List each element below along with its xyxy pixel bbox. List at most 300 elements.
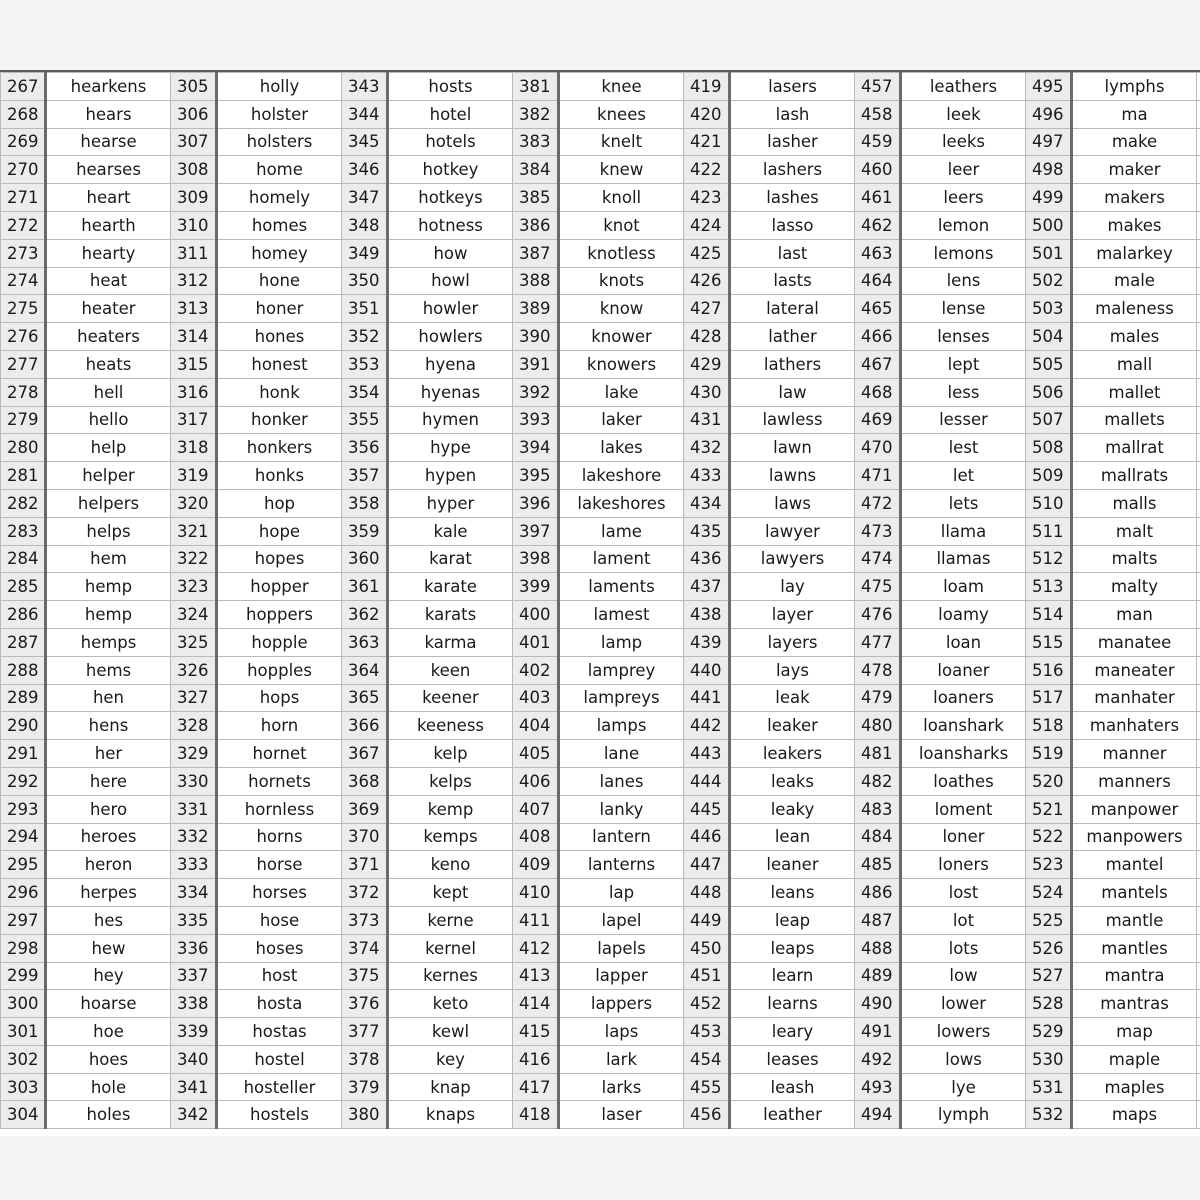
row-number-cell[interactable]: 480 (855, 712, 901, 740)
row-number-cell[interactable]: 485 (855, 851, 901, 879)
word-cell[interactable]: heater (46, 295, 171, 323)
row-number-cell[interactable]: 511 (1026, 517, 1072, 545)
row-number-cell[interactable]: 459 (855, 128, 901, 156)
row-number-cell[interactable]: 389 (513, 295, 559, 323)
row-number-cell[interactable]: 291 (1, 740, 46, 768)
word-cell[interactable]: maps (1072, 1101, 1197, 1129)
row-number-cell[interactable]: 458 (855, 100, 901, 128)
row-number-cell[interactable]: 314 (171, 323, 217, 351)
word-cell[interactable]: lantern (559, 823, 684, 851)
row-number-cell[interactable]: 342 (171, 1101, 217, 1129)
row-number-cell[interactable]: 315 (171, 350, 217, 378)
row-number-cell[interactable]: 269 (1, 128, 46, 156)
word-cell[interactable]: hemp (46, 573, 171, 601)
row-number-cell[interactable]: 420 (684, 100, 730, 128)
word-cell[interactable]: hosteller (217, 1073, 342, 1101)
word-cell[interactable]: mantle (1072, 906, 1197, 934)
word-cell[interactable]: lamp (559, 628, 684, 656)
word-cell[interactable]: host (217, 962, 342, 990)
word-cell[interactable]: hotkey (388, 156, 513, 184)
row-number-cell[interactable]: 350 (342, 267, 388, 295)
row-number-cell[interactable]: 386 (513, 211, 559, 239)
row-number-cell[interactable]: 293 (1, 795, 46, 823)
row-number-cell[interactable]: 320 (171, 489, 217, 517)
word-cell[interactable]: lens (901, 267, 1026, 295)
row-number-cell[interactable]: 369 (342, 795, 388, 823)
row-number-cell[interactable]: 366 (342, 712, 388, 740)
word-cell[interactable]: hosta (217, 990, 342, 1018)
word-cell[interactable]: males (1072, 323, 1197, 351)
word-cell[interactable]: layer (730, 601, 855, 629)
row-number-cell[interactable]: 277 (1, 350, 46, 378)
word-cell[interactable]: loment (901, 795, 1026, 823)
row-number-cell[interactable]: 502 (1026, 267, 1072, 295)
row-number-cell[interactable]: 313 (171, 295, 217, 323)
row-number-cell[interactable]: 446 (684, 823, 730, 851)
word-cell[interactable]: loam (901, 573, 1026, 601)
word-cell[interactable]: holsters (217, 128, 342, 156)
word-cell[interactable]: malts (1072, 545, 1197, 573)
word-cell[interactable]: lesser (901, 406, 1026, 434)
word-cell[interactable]: lanky (559, 795, 684, 823)
word-cell[interactable]: hero (46, 795, 171, 823)
word-cell[interactable]: heaters (46, 323, 171, 351)
row-number-cell[interactable]: 398 (513, 545, 559, 573)
word-cell[interactable]: man (1072, 601, 1197, 629)
word-cell[interactable]: karats (388, 601, 513, 629)
row-number-cell[interactable]: 354 (342, 378, 388, 406)
row-number-cell[interactable]: 397 (513, 517, 559, 545)
word-cell[interactable]: lamps (559, 712, 684, 740)
word-cell[interactable]: hones (217, 323, 342, 351)
word-cell[interactable]: lather (730, 323, 855, 351)
row-number-cell[interactable]: 521 (1026, 795, 1072, 823)
row-number-cell[interactable]: 374 (342, 934, 388, 962)
row-number-cell[interactable]: 475 (855, 573, 901, 601)
row-number-cell[interactable]: 471 (855, 462, 901, 490)
word-cell[interactable]: lower (901, 990, 1026, 1018)
row-number-cell[interactable]: 439 (684, 628, 730, 656)
row-number-cell[interactable]: 305 (171, 73, 217, 101)
row-number-cell[interactable]: 372 (342, 879, 388, 907)
row-number-cell[interactable]: 481 (855, 740, 901, 768)
row-number-cell[interactable]: 501 (1026, 239, 1072, 267)
word-cell[interactable]: hyenas (388, 378, 513, 406)
row-number-cell[interactable]: 330 (171, 767, 217, 795)
word-cell[interactable]: maples (1072, 1073, 1197, 1101)
row-number-cell[interactable]: 340 (171, 1045, 217, 1073)
word-cell[interactable]: knew (559, 156, 684, 184)
row-number-cell[interactable]: 274 (1, 267, 46, 295)
row-number-cell[interactable]: 407 (513, 795, 559, 823)
word-cell[interactable]: llama (901, 517, 1026, 545)
row-number-cell[interactable]: 345 (342, 128, 388, 156)
word-cell[interactable]: leary (730, 1018, 855, 1046)
word-cell[interactable]: hotness (388, 211, 513, 239)
word-cell[interactable]: homely (217, 184, 342, 212)
row-number-cell[interactable]: 529 (1026, 1018, 1072, 1046)
word-cell[interactable]: lowers (901, 1018, 1026, 1046)
word-cell[interactable]: hearth (46, 211, 171, 239)
row-number-cell[interactable]: 284 (1, 545, 46, 573)
word-cell[interactable]: laps (559, 1018, 684, 1046)
row-number-cell[interactable]: 468 (855, 378, 901, 406)
word-cell[interactable]: hes (46, 906, 171, 934)
word-cell[interactable]: lakeshores (559, 489, 684, 517)
word-cell[interactable]: maker (1072, 156, 1197, 184)
word-cell[interactable]: lays (730, 656, 855, 684)
row-number-cell[interactable]: 346 (342, 156, 388, 184)
word-cell[interactable]: leeks (901, 128, 1026, 156)
word-cell[interactable]: holster (217, 100, 342, 128)
word-cell[interactable]: hone (217, 267, 342, 295)
word-cell[interactable]: loamy (901, 601, 1026, 629)
row-number-cell[interactable]: 278 (1, 378, 46, 406)
word-cell[interactable]: lows (901, 1045, 1026, 1073)
row-number-cell[interactable]: 447 (684, 851, 730, 879)
row-number-cell[interactable]: 295 (1, 851, 46, 879)
word-cell[interactable]: knowers (559, 350, 684, 378)
row-number-cell[interactable]: 324 (171, 601, 217, 629)
word-cell[interactable]: lenses (901, 323, 1026, 351)
row-number-cell[interactable]: 513 (1026, 573, 1072, 601)
word-cell[interactable]: knot (559, 211, 684, 239)
word-cell[interactable]: lakeshore (559, 462, 684, 490)
word-cell[interactable]: key (388, 1045, 513, 1073)
word-cell[interactable]: here (46, 767, 171, 795)
word-cell[interactable]: honks (217, 462, 342, 490)
row-number-cell[interactable]: 334 (171, 879, 217, 907)
row-number-cell[interactable]: 518 (1026, 712, 1072, 740)
row-number-cell[interactable]: 351 (342, 295, 388, 323)
word-cell[interactable]: lemons (901, 239, 1026, 267)
word-cell[interactable]: maple (1072, 1045, 1197, 1073)
word-cell[interactable]: lawns (730, 462, 855, 490)
word-cell[interactable]: helps (46, 517, 171, 545)
word-cell[interactable]: lot (901, 906, 1026, 934)
word-cell[interactable]: lathers (730, 350, 855, 378)
word-cell[interactable]: lanterns (559, 851, 684, 879)
row-number-cell[interactable]: 490 (855, 990, 901, 1018)
word-cell[interactable]: heats (46, 350, 171, 378)
row-number-cell[interactable]: 344 (342, 100, 388, 128)
row-number-cell[interactable]: 375 (342, 962, 388, 990)
word-cell[interactable]: lymphs (1072, 73, 1197, 101)
row-number-cell[interactable]: 381 (513, 73, 559, 101)
row-number-cell[interactable]: 357 (342, 462, 388, 490)
word-cell[interactable]: lasso (730, 211, 855, 239)
word-cell[interactable]: heron (46, 851, 171, 879)
row-number-cell[interactable]: 425 (684, 239, 730, 267)
row-number-cell[interactable]: 335 (171, 906, 217, 934)
row-number-cell[interactable]: 419 (684, 73, 730, 101)
row-number-cell[interactable]: 429 (684, 350, 730, 378)
word-cell[interactable]: kelps (388, 767, 513, 795)
row-number-cell[interactable]: 512 (1026, 545, 1072, 573)
row-number-cell[interactable]: 302 (1, 1045, 46, 1073)
row-number-cell[interactable]: 522 (1026, 823, 1072, 851)
word-cell[interactable]: lapper (559, 962, 684, 990)
row-number-cell[interactable]: 275 (1, 295, 46, 323)
row-number-cell[interactable]: 385 (513, 184, 559, 212)
word-cell[interactable]: lampreys (559, 684, 684, 712)
word-cell[interactable]: maleness (1072, 295, 1197, 323)
row-number-cell[interactable]: 383 (513, 128, 559, 156)
word-cell[interactable]: homey (217, 239, 342, 267)
row-number-cell[interactable]: 499 (1026, 184, 1072, 212)
word-cell[interactable]: knaps (388, 1101, 513, 1129)
row-number-cell[interactable]: 406 (513, 767, 559, 795)
word-cell[interactable]: knotless (559, 239, 684, 267)
row-number-cell[interactable]: 365 (342, 684, 388, 712)
word-cell[interactable]: kelp (388, 740, 513, 768)
word-cell[interactable]: hope (217, 517, 342, 545)
word-cell[interactable]: leakers (730, 740, 855, 768)
word-cell[interactable]: hopper (217, 573, 342, 601)
word-cell[interactable]: leaps (730, 934, 855, 962)
row-number-cell[interactable]: 287 (1, 628, 46, 656)
word-cell[interactable]: leaker (730, 712, 855, 740)
row-number-cell[interactable]: 268 (1, 100, 46, 128)
row-number-cell[interactable]: 362 (342, 601, 388, 629)
row-number-cell[interactable]: 449 (684, 906, 730, 934)
word-cell[interactable]: hopes (217, 545, 342, 573)
row-number-cell[interactable]: 445 (684, 795, 730, 823)
row-number-cell[interactable]: 493 (855, 1073, 901, 1101)
word-cell[interactable]: mantles (1072, 934, 1197, 962)
word-cell[interactable]: knee (559, 73, 684, 101)
word-cell[interactable]: loaners (901, 684, 1026, 712)
row-number-cell[interactable]: 299 (1, 962, 46, 990)
row-number-cell[interactable]: 423 (684, 184, 730, 212)
row-number-cell[interactable]: 467 (855, 350, 901, 378)
row-number-cell[interactable]: 343 (342, 73, 388, 101)
row-number-cell[interactable]: 310 (171, 211, 217, 239)
word-cell[interactable]: helper (46, 462, 171, 490)
word-cell[interactable]: lament (559, 545, 684, 573)
row-number-cell[interactable]: 516 (1026, 656, 1072, 684)
word-cell[interactable]: lymph (901, 1101, 1026, 1129)
word-cell[interactable]: kemp (388, 795, 513, 823)
row-number-cell[interactable]: 460 (855, 156, 901, 184)
row-number-cell[interactable]: 503 (1026, 295, 1072, 323)
row-number-cell[interactable]: 339 (171, 1018, 217, 1046)
row-number-cell[interactable]: 505 (1026, 350, 1072, 378)
word-cell[interactable]: knots (559, 267, 684, 295)
row-number-cell[interactable]: 332 (171, 823, 217, 851)
word-cell[interactable]: knelt (559, 128, 684, 156)
word-cell[interactable]: kemps (388, 823, 513, 851)
word-cell[interactable]: ma (1072, 100, 1197, 128)
word-cell[interactable]: manners (1072, 767, 1197, 795)
word-cell[interactable]: lamest (559, 601, 684, 629)
word-cell[interactable]: honer (217, 295, 342, 323)
word-cell[interactable]: loners (901, 851, 1026, 879)
word-cell[interactable]: keeness (388, 712, 513, 740)
word-cell[interactable]: howl (388, 267, 513, 295)
row-number-cell[interactable]: 309 (171, 184, 217, 212)
word-cell[interactable]: hoes (46, 1045, 171, 1073)
row-number-cell[interactable]: 524 (1026, 879, 1072, 907)
word-cell[interactable]: howlers (388, 323, 513, 351)
word-cell[interactable]: hearse (46, 128, 171, 156)
row-number-cell[interactable]: 455 (684, 1073, 730, 1101)
row-number-cell[interactable]: 341 (171, 1073, 217, 1101)
row-number-cell[interactable]: 359 (342, 517, 388, 545)
row-number-cell[interactable]: 413 (513, 962, 559, 990)
word-cell[interactable]: leers (901, 184, 1026, 212)
row-number-cell[interactable]: 396 (513, 489, 559, 517)
word-cell[interactable]: hyper (388, 489, 513, 517)
word-cell[interactable]: hears (46, 100, 171, 128)
word-cell[interactable]: hopple (217, 628, 342, 656)
row-number-cell[interactable]: 348 (342, 211, 388, 239)
row-number-cell[interactable]: 409 (513, 851, 559, 879)
word-cell[interactable]: hole (46, 1073, 171, 1101)
row-number-cell[interactable]: 527 (1026, 962, 1072, 990)
word-cell[interactable]: malty (1072, 573, 1197, 601)
row-number-cell[interactable]: 484 (855, 823, 901, 851)
word-cell[interactable]: lashes (730, 184, 855, 212)
word-cell[interactable]: helpers (46, 489, 171, 517)
word-cell[interactable]: lark (559, 1045, 684, 1073)
word-cell[interactable]: horns (217, 823, 342, 851)
word-cell[interactable]: hymen (388, 406, 513, 434)
word-cell[interactable]: lap (559, 879, 684, 907)
word-cell[interactable]: lasts (730, 267, 855, 295)
row-number-cell[interactable]: 531 (1026, 1073, 1072, 1101)
row-number-cell[interactable]: 519 (1026, 740, 1072, 768)
row-number-cell[interactable]: 415 (513, 1018, 559, 1046)
word-cell[interactable]: lense (901, 295, 1026, 323)
row-number-cell[interactable]: 508 (1026, 434, 1072, 462)
word-cell[interactable]: hemp (46, 601, 171, 629)
row-number-cell[interactable]: 498 (1026, 156, 1072, 184)
word-cell[interactable]: lashers (730, 156, 855, 184)
word-cell[interactable]: hostel (217, 1045, 342, 1073)
word-cell[interactable]: loan (901, 628, 1026, 656)
row-number-cell[interactable]: 323 (171, 573, 217, 601)
row-number-cell[interactable]: 282 (1, 489, 46, 517)
row-number-cell[interactable]: 280 (1, 434, 46, 462)
word-cell[interactable]: leather (730, 1101, 855, 1129)
word-cell[interactable]: hornets (217, 767, 342, 795)
word-cell[interactable]: knap (388, 1073, 513, 1101)
row-number-cell[interactable]: 532 (1026, 1101, 1072, 1129)
row-number-cell[interactable]: 272 (1, 211, 46, 239)
row-number-cell[interactable]: 378 (342, 1045, 388, 1073)
row-number-cell[interactable]: 430 (684, 378, 730, 406)
word-cell[interactable]: map (1072, 1018, 1197, 1046)
row-number-cell[interactable]: 489 (855, 962, 901, 990)
row-number-cell[interactable]: 431 (684, 406, 730, 434)
row-number-cell[interactable]: 338 (171, 990, 217, 1018)
row-number-cell[interactable]: 488 (855, 934, 901, 962)
word-cell[interactable]: lots (901, 934, 1026, 962)
row-number-cell[interactable]: 474 (855, 545, 901, 573)
row-number-cell[interactable]: 333 (171, 851, 217, 879)
word-cell[interactable]: less (901, 378, 1026, 406)
word-cell[interactable]: holes (46, 1101, 171, 1129)
row-number-cell[interactable]: 281 (1, 462, 46, 490)
row-number-cell[interactable]: 443 (684, 740, 730, 768)
row-number-cell[interactable]: 279 (1, 406, 46, 434)
row-number-cell[interactable]: 466 (855, 323, 901, 351)
row-number-cell[interactable]: 271 (1, 184, 46, 212)
word-cell[interactable]: malls (1072, 489, 1197, 517)
row-number-cell[interactable]: 494 (855, 1101, 901, 1129)
row-number-cell[interactable]: 525 (1026, 906, 1072, 934)
row-number-cell[interactable]: 506 (1026, 378, 1072, 406)
word-cell[interactable]: larks (559, 1073, 684, 1101)
word-cell[interactable]: home (217, 156, 342, 184)
word-cell[interactable]: male (1072, 267, 1197, 295)
word-cell[interactable]: manatee (1072, 628, 1197, 656)
row-number-cell[interactable]: 509 (1026, 462, 1072, 490)
word-cell[interactable]: hotels (388, 128, 513, 156)
word-cell[interactable]: manner (1072, 740, 1197, 768)
word-cell[interactable]: hypen (388, 462, 513, 490)
row-number-cell[interactable]: 358 (342, 489, 388, 517)
word-cell[interactable]: laws (730, 489, 855, 517)
word-cell[interactable]: lappers (559, 990, 684, 1018)
row-number-cell[interactable]: 405 (513, 740, 559, 768)
row-number-cell[interactable]: 456 (684, 1101, 730, 1129)
word-cell[interactable]: kept (388, 879, 513, 907)
word-cell[interactable]: manpowers (1072, 823, 1197, 851)
word-cell[interactable]: know (559, 295, 684, 323)
row-number-cell[interactable]: 307 (171, 128, 217, 156)
row-number-cell[interactable]: 301 (1, 1018, 46, 1046)
row-number-cell[interactable]: 464 (855, 267, 901, 295)
row-number-cell[interactable]: 462 (855, 211, 901, 239)
word-cell[interactable]: hornless (217, 795, 342, 823)
word-cell[interactable]: hems (46, 656, 171, 684)
row-number-cell[interactable]: 510 (1026, 489, 1072, 517)
word-cell[interactable]: makers (1072, 184, 1197, 212)
row-number-cell[interactable]: 526 (1026, 934, 1072, 962)
row-number-cell[interactable]: 451 (684, 962, 730, 990)
word-cell[interactable]: hornet (217, 740, 342, 768)
word-cell[interactable]: kernel (388, 934, 513, 962)
word-cell[interactable]: mallet (1072, 378, 1197, 406)
row-number-cell[interactable]: 402 (513, 656, 559, 684)
word-cell[interactable]: karma (388, 628, 513, 656)
word-cell[interactable]: help (46, 434, 171, 462)
word-cell[interactable]: lemon (901, 211, 1026, 239)
word-cell[interactable]: hopples (217, 656, 342, 684)
row-number-cell[interactable]: 437 (684, 573, 730, 601)
row-number-cell[interactable]: 368 (342, 767, 388, 795)
row-number-cell[interactable]: 329 (171, 740, 217, 768)
word-cell[interactable]: low (901, 962, 1026, 990)
word-cell[interactable]: llamas (901, 545, 1026, 573)
row-number-cell[interactable]: 400 (513, 601, 559, 629)
word-cell[interactable]: kerne (388, 906, 513, 934)
word-cell[interactable]: herpes (46, 879, 171, 907)
word-cell[interactable]: let (901, 462, 1026, 490)
row-number-cell[interactable]: 500 (1026, 211, 1072, 239)
word-cell[interactable]: lawyer (730, 517, 855, 545)
word-cell[interactable]: hose (217, 906, 342, 934)
word-cell[interactable]: lakes (559, 434, 684, 462)
row-number-cell[interactable]: 364 (342, 656, 388, 684)
word-cell[interactable]: manhaters (1072, 712, 1197, 740)
word-cell[interactable]: leaks (730, 767, 855, 795)
row-number-cell[interactable]: 394 (513, 434, 559, 462)
word-cell[interactable]: make (1072, 128, 1197, 156)
word-cell[interactable]: hens (46, 712, 171, 740)
